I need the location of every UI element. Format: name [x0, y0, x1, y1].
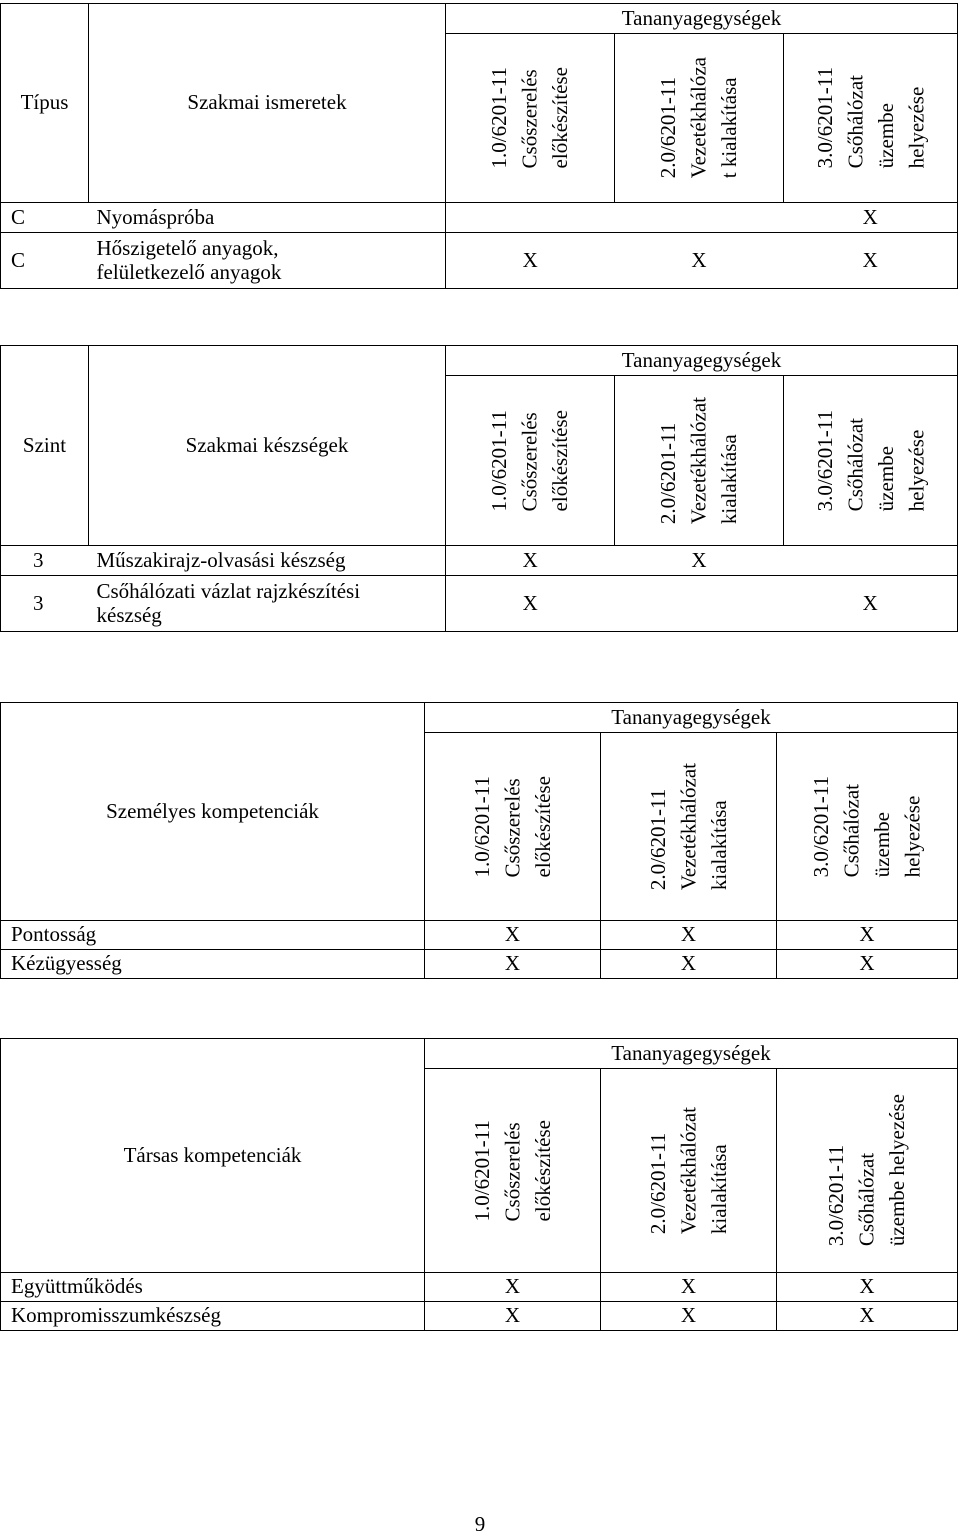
mark-cell — [615, 203, 784, 233]
mark-cell: X — [425, 950, 601, 979]
unit-3-label: 3.0/6201-11 Csőhálózat üzembe helyezése — [812, 67, 928, 169]
unit-3-header — [777, 1069, 958, 1273]
row-label: Műszakirajz-olvasási készség — [89, 546, 446, 576]
row-code: C — [1, 233, 89, 289]
col-header-szakmai-ismeretek: Szakmai ismeretek — [89, 4, 446, 203]
unit-1-label: 1.0/6201-11 Csőszerelés előkészítése — [469, 1119, 555, 1222]
szakmai-keszsegek-table — [0, 345, 958, 632]
mark-cell — [784, 546, 958, 576]
page-number: 9 — [474, 1512, 486, 1536]
szemelyes-kompetenciak-table — [0, 702, 958, 979]
row-label: Együttműködés — [1, 1273, 425, 1302]
mark-cell: X — [425, 921, 601, 950]
row-label: Csőhálózati vázlat rajzkészítési készség — [89, 576, 446, 632]
unit-3-label: 3.0/6201-11 Csőhálózat üzembe helyezése — [824, 1094, 910, 1247]
row-code: C — [1, 203, 89, 233]
row-label: Hőszigetelő anyagok, felületkezelő anyagok — [89, 233, 446, 289]
mark-cell — [446, 203, 615, 233]
unit-2-header — [601, 1069, 777, 1273]
unit-3-header — [784, 34, 958, 203]
row-label: Kézügyesség — [1, 950, 425, 979]
table-row — [1, 203, 958, 233]
unit-1-header — [446, 376, 615, 546]
szakmai-ismeretek-table — [0, 3, 958, 289]
row-code: 3 — [1, 576, 89, 632]
mark-cell: X — [777, 921, 958, 950]
col-header-szemelyes-kompetenciak: Személyes kompetenciák — [1, 703, 425, 921]
unit-3-label: 3.0/6201-11 Csőhálózat üzembe helyezése — [812, 409, 928, 512]
unit-2-label: 2.0/6201-11 Vezetékhálóza t kialakítása — [656, 57, 742, 179]
row-label: Pontosság — [1, 921, 425, 950]
col-header-tarsas-kompetenciak: Társas kompetenciák — [1, 1039, 425, 1273]
unit-1-header — [446, 34, 615, 203]
col-header-tipus: Típus — [1, 4, 89, 203]
table-row — [1, 921, 958, 950]
row-label: Kompromisszumkészség — [1, 1302, 425, 1331]
mark-cell: X — [446, 233, 615, 289]
table-row — [1, 950, 958, 979]
mark-cell: X — [425, 1273, 601, 1302]
mark-cell: X — [615, 233, 784, 289]
mark-cell: X — [446, 546, 615, 576]
unit-3-label: 3.0/6201-11 Csőhálózat üzembe helyezése — [809, 775, 925, 878]
mark-cell: X — [784, 576, 958, 632]
unit-2-label: 2.0/6201-11 Vezetékhálózat kialakítása — [645, 1106, 731, 1235]
unit-3-header — [784, 376, 958, 546]
unit-1-header — [425, 733, 601, 921]
row-code: 3 — [1, 546, 89, 576]
mark-cell: X — [777, 1302, 958, 1331]
mark-cell: X — [615, 546, 784, 576]
table-row — [1, 576, 958, 632]
table-row — [1, 233, 958, 289]
table-row — [1, 1273, 958, 1302]
unit-2-header — [615, 376, 784, 546]
table-row — [1, 546, 958, 576]
unit-2-header — [615, 34, 784, 203]
mark-cell: X — [777, 1273, 958, 1302]
row-label: Nyomáspróba — [89, 203, 446, 233]
mark-cell: X — [446, 576, 615, 632]
mark-cell: X — [777, 950, 958, 979]
unit-1-header — [425, 1069, 601, 1273]
mark-cell: X — [601, 1302, 777, 1331]
tarsas-kompetenciak-table — [0, 1038, 958, 1331]
mark-cell: X — [601, 1273, 777, 1302]
unit-2-label: 2.0/6201-11 Vezetékhálózat kialakítása — [656, 396, 742, 525]
unit-1-label: 1.0/6201-11 Csőszerelés előkészítése — [487, 409, 573, 512]
group-header: Tananyagegységek — [425, 703, 958, 733]
group-header: Tananyagegységek — [446, 4, 958, 34]
mark-cell: X — [784, 233, 958, 289]
mark-cell: X — [784, 203, 958, 233]
group-header: Tananyagegységek — [446, 346, 958, 376]
mark-cell: X — [601, 921, 777, 950]
unit-2-header — [601, 733, 777, 921]
unit-1-label: 1.0/6201-11 Csőszerelés előkészítése — [487, 67, 573, 169]
mark-cell: X — [425, 1302, 601, 1331]
table-row — [1, 1302, 958, 1331]
group-header: Tananyagegységek — [425, 1039, 958, 1069]
col-header-szint: Szint — [1, 346, 89, 546]
mark-cell: X — [601, 950, 777, 979]
unit-3-header — [777, 733, 958, 921]
mark-cell — [615, 576, 784, 632]
col-header-szakmai-keszsegek: Szakmai készségek — [89, 346, 446, 546]
unit-1-label: 1.0/6201-11 Csőszerelés előkészítése — [469, 775, 555, 878]
unit-2-label: 2.0/6201-11 Vezetékhálózat kialakítása — [645, 762, 731, 891]
